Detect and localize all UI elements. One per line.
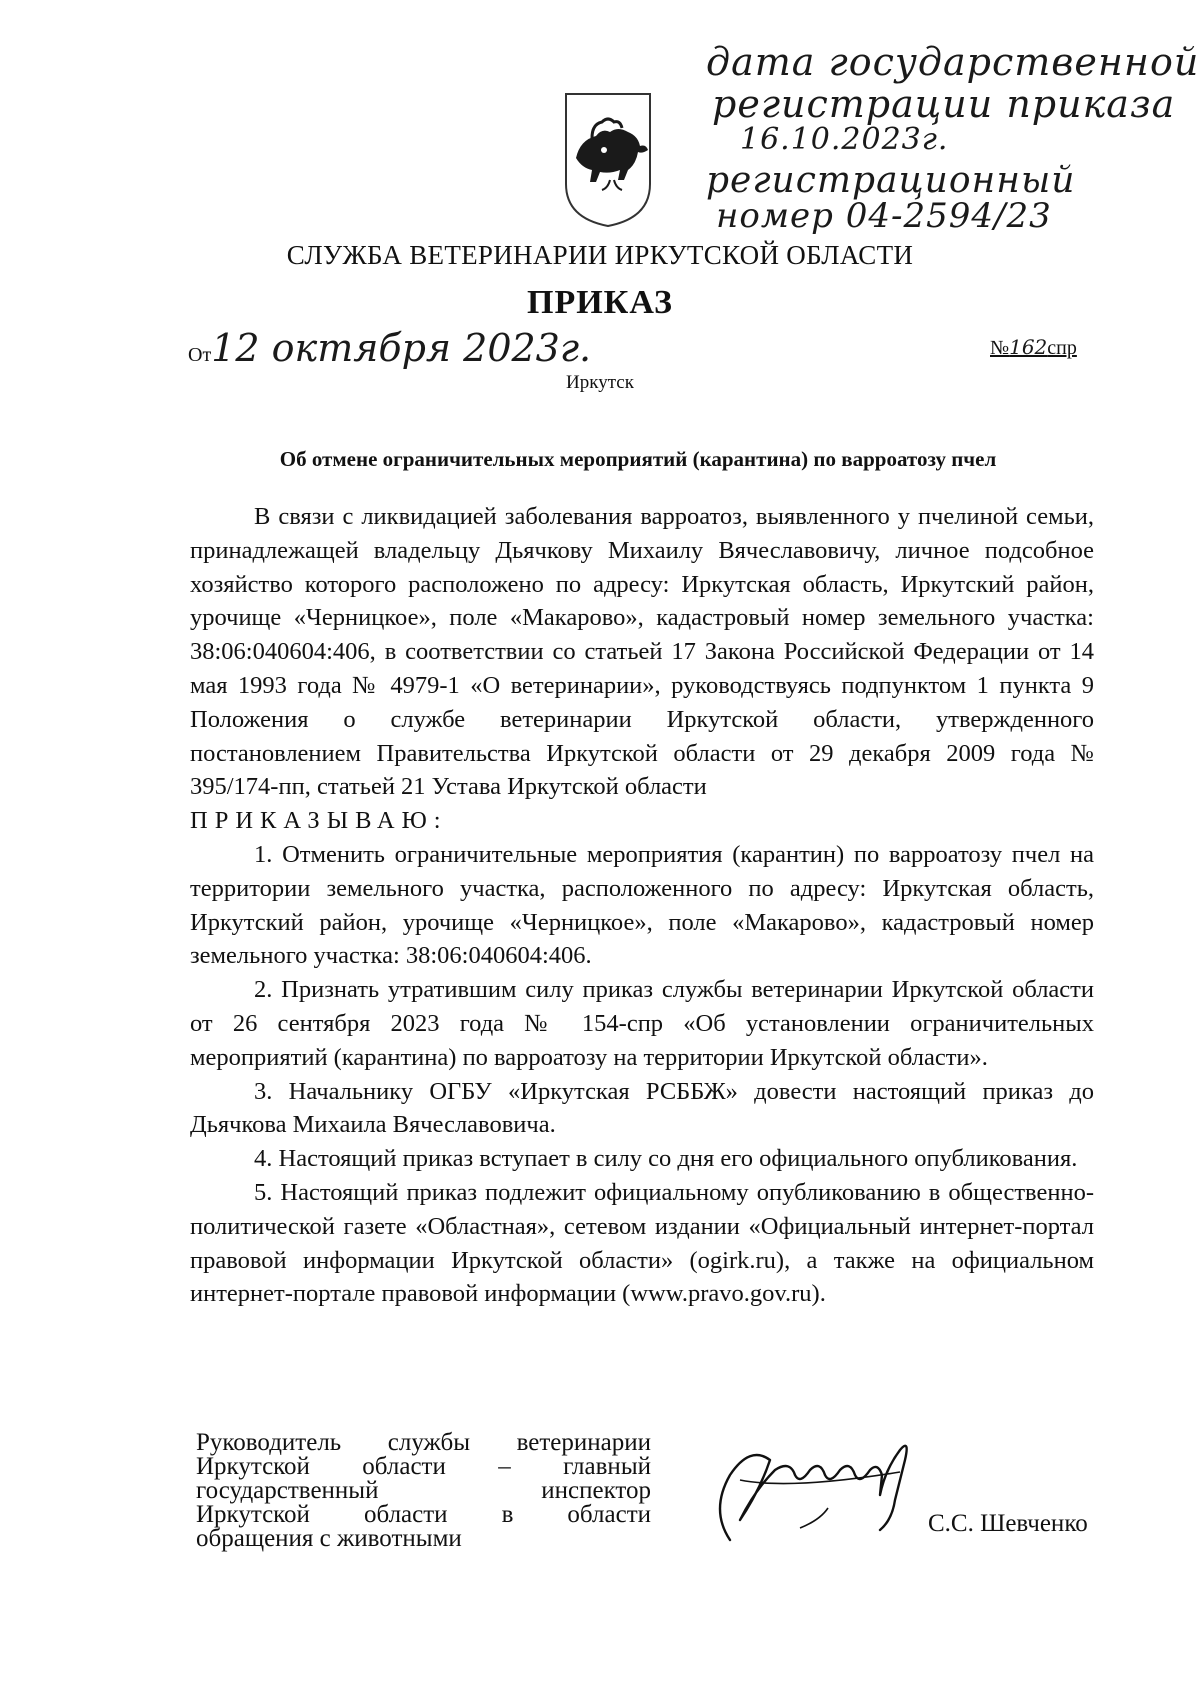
handwritten-note-line-1: дата государственной <box>706 40 1200 84</box>
handwritten-note-line-3: 16.10.2023г. <box>740 122 949 157</box>
number-suffix: спр <box>1047 337 1077 359</box>
signer-position <box>196 1431 651 1551</box>
signer-position-line: Иркутской области – главный <box>196 1453 651 1480</box>
signer-position-line: государственный инспектор <box>196 1477 651 1504</box>
handwritten-note-line-2: регистрации приказа <box>712 82 1176 126</box>
signer-position-line: Иркутской области в области <box>196 1501 651 1528</box>
handwritten-signature <box>700 1420 950 1550</box>
order-item-2: 2. Признать утратившим силу приказ службы ветеринарии Иркутской области от 26 сентября 2023 года № 154-спр «Об установлении ограничительных мероприятий (карантина) по варроатозу на территории Иркутской области». <box>190 976 1094 1071</box>
handwritten-date: 12 октября 2023г. <box>211 326 592 370</box>
handwritten-note-line-4: регистрационный <box>706 160 1076 201</box>
order-number <box>990 335 1077 360</box>
document-body <box>190 500 1094 1311</box>
order-item-1: 1. Отменить ограничительные мероприятия (карантин) по варроатозу пчел на территории земельного участка, расположенного по адресу: Иркутская область, Иркутский район, урочище «Черницкое», поле «Макарово», кадастровый номер земельного участка: 38:06:040604:406. <box>190 840 1094 970</box>
number-prefix: № <box>990 337 1010 359</box>
city: Иркутск <box>566 372 634 393</box>
order-date <box>188 326 591 370</box>
signer-position-line: Руководитель службы ветеринарии <box>196 1429 651 1456</box>
order-word: ПРИКАЗЫВАЮ: <box>190 807 448 835</box>
order-item-3: 3. Начальнику ОГБУ «Иркутская РСББЖ» довести настоящий приказ до Дьячкова Михаила Вячеславовича. <box>190 1077 1094 1139</box>
order-item-4: 4. Настоящий приказ вступает в силу со дня его официального опубликования. <box>254 1145 1078 1173</box>
document-title: Об отмене ограничительных мероприятий (карантина) по варроатозу пчел <box>279 447 997 471</box>
handwritten-number: 162 <box>1009 335 1048 359</box>
signer-position-line: обращения с животными <box>196 1525 462 1552</box>
date-prefix: От <box>188 344 212 366</box>
document-type: ПРИКАЗ <box>527 284 673 321</box>
preamble-paragraph: В связи с ликвидацией заболевания варроатоз, выявленного у пчелиной семьи, принадлежащей владельцу Дьячкову Михаилу Вячеславовичу, личное подсобное хозяйство которого расположено по адресу: Иркутская область, Иркутский район, урочище «Черницкое», поле «Макарово», кадастровый номер земельного участка: 38:06:040604:406, в соответствии со статьей 17 Закона Российской Федерации от 14 мая 1993 года № 4979-1 «О ветеринарии», руководствуясь подпунктом 1 пункта 9 Положения о службе ветеринарии Иркутской области, утвержденного постановлением Правительства Иркутской области от 29 декабря 2009 года № 395/174-пп, статьей 21 Устава Иркутской области <box>190 503 1094 801</box>
order-item-5: 5. Настоящий приказ подлежит официальному опубликованию в общественно-политической газете «Областная», сетевом издании «Официальный интернет-портал правовой информации Иркутской области» (ogirk.ru), а также на официальном интернет-портале правовой информации (www.pravo.gov.ru). <box>190 1178 1094 1308</box>
service-name: СЛУЖБА ВЕТЕРИНАРИИ ИРКУТСКОЙ ОБЛАСТИ <box>286 240 914 270</box>
signer-name: С.С. Шевченко <box>928 1510 1088 1537</box>
coat-of-arms-icon <box>562 88 654 230</box>
handwritten-note-line-5: номер 04-2594/23 <box>716 196 1052 236</box>
